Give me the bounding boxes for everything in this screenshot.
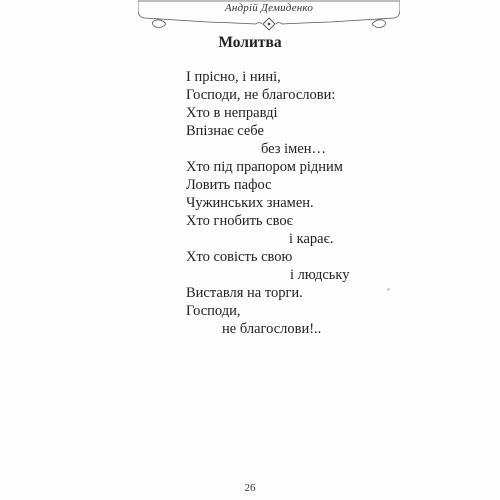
- poem-line: Хто під прапором рідним: [186, 159, 343, 175]
- author-name: Андрій Демиденко: [224, 2, 314, 14]
- poem-line: не благослови!..: [222, 321, 322, 337]
- poem-title: Молитва: [218, 34, 282, 51]
- page-number: 26: [244, 482, 256, 494]
- poem-line: Чужинських знамен.: [186, 195, 314, 211]
- poem-line: і карає.: [289, 231, 334, 247]
- page-header: [138, 0, 400, 32]
- poem-line: Хто в неправді: [186, 105, 278, 121]
- poem-line: Виставля на торги.: [186, 285, 303, 301]
- poem-line: Ловить пафос: [186, 177, 272, 193]
- poem-line: і людську: [290, 267, 350, 283]
- poem-line: Впізнає себе: [186, 123, 264, 139]
- poem-line: без імен…: [261, 141, 327, 157]
- poem-line: Господи, не благослови:: [186, 87, 336, 103]
- poem-line: І прісно, і нині,: [186, 69, 281, 85]
- poem-line: Господи,: [186, 303, 241, 319]
- poem-line: Хто совість свою: [186, 249, 293, 265]
- paper-speck: [387, 288, 390, 291]
- poem-body: [0, 68, 500, 337]
- poem-line: Хто гнобить своє: [186, 213, 293, 229]
